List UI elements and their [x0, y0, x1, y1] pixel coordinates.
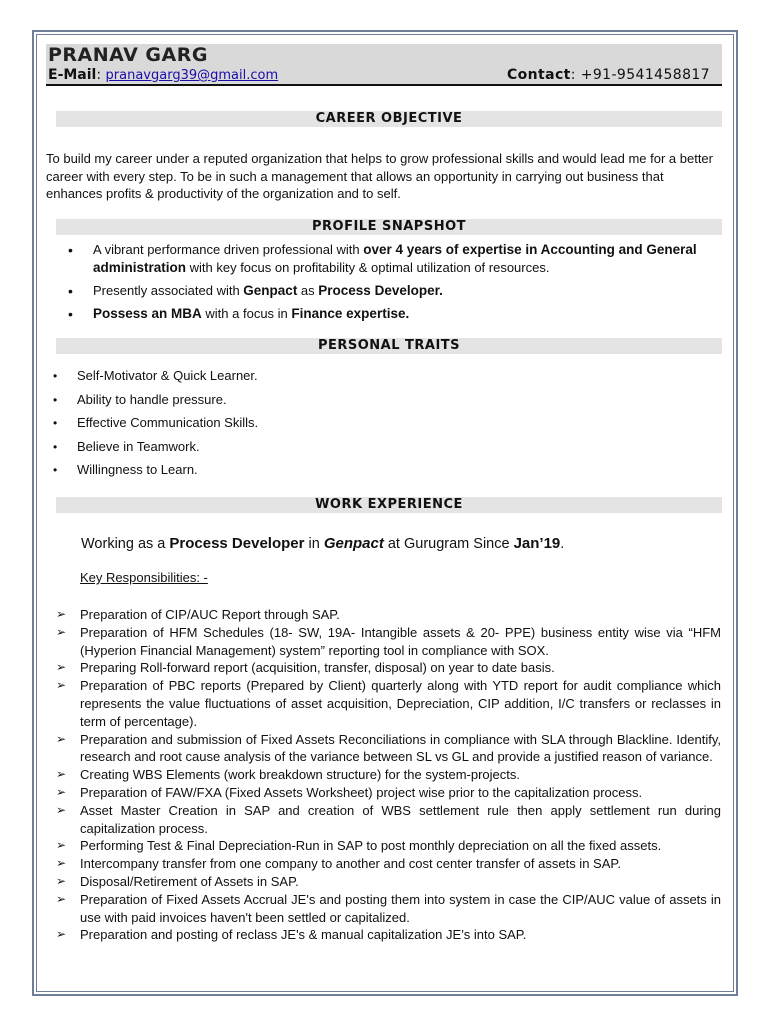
personal-traits-list: [48, 367, 708, 485]
responsibilities-list: [56, 606, 721, 944]
section-heading-personal-traits: PERSONAL TRAITS: [56, 338, 722, 354]
responsibility-item: ➢ Preparation of Fixed Assets Accrual JE's and posting them into system in case the CIP/AUC value of assets in use with paid invoices haven't been settled or capitalized.: [56, 891, 721, 927]
key-responsibilities-label: Key Responsibilities: -: [80, 570, 208, 585]
responsibility-item: ➢ Preparation of FAW/FXA (Fixed Assets Worksheet) project wise prior to the capitalization process.: [56, 784, 721, 802]
section-heading-career-objective: CAREER OBJECTIVE: [56, 111, 722, 127]
responsibility-item: ➢ Preparing Roll-forward report (acquisition, transfer, disposal) on year to date basis.: [56, 659, 721, 677]
candidate-name: PRANAV GARG: [48, 44, 208, 66]
company-name: Genpact: [323, 535, 384, 552]
responsibility-item: ➢ Preparation of HFM Schedules (18- SW, 19A- Intangible assets & 20- PPE) business entity wise via “HFM (Hyperion Financial Management) system” reporting tool in compliance with SOX.: [56, 624, 721, 660]
email-link[interactable]: pranavgarg39@gmail.com: [105, 68, 279, 83]
section-heading-work-experience: WORK EXPERIENCE: [56, 497, 722, 513]
current-position: Working as a Process Developer in Genpact at Gurugram Since Jan’19.: [81, 535, 565, 552]
snapshot-item: • Presently associated with Genpact as Process Developer.: [60, 282, 720, 300]
trait-item: • Believe in Teamwork.: [48, 438, 708, 462]
snapshot-item: • A vibrant performance driven professional with over 4 years of expertise in Accounting and General administration with key focus on profitability & optimal utilization of resources.: [60, 241, 720, 277]
responsibility-item: ➢ Intercompany transfer from one company to another and cost center transfer of assets in SAP.: [56, 855, 721, 873]
start-date: Jan’19: [513, 535, 561, 552]
responsibility-item: ➢ Disposal/Retirement of Assets in SAP.: [56, 873, 721, 891]
job-role: Process Developer: [169, 535, 305, 552]
trait-item: • Ability to handle pressure.: [48, 391, 708, 415]
responsibility-item: ➢ Preparation and submission of Fixed Assets Reconciliations in compliance with SLA through Blackline. Identify, research and root cause analysis of the variance between SL vs GL and provide a justified reason of variance.: [56, 731, 721, 767]
responsibility-item: ➢ Preparation of CIP/AUC Report through SAP.: [56, 606, 721, 624]
trait-item: • Willingness to Learn.: [48, 461, 708, 485]
responsibility-item: ➢ Creating WBS Elements (work breakdown structure) for the system-projects.: [56, 766, 721, 784]
trait-item: • Self-Motivator & Quick Learner.: [48, 367, 708, 391]
responsibility-item: ➢ Asset Master Creation in SAP and creation of WBS settlement rule then apply settlement run during capitalization process.: [56, 802, 721, 838]
responsibility-item: ➢ Performing Test & Final Depreciation-Run in SAP to post monthly depreciation on all the fixed assets.: [56, 837, 721, 855]
email-line: E-Mail: pranavgarg39@gmail.com: [48, 67, 279, 83]
trait-item: • Effective Communication Skills.: [48, 414, 708, 438]
snapshot-item: • Possess an MBA with a focus in Finance expertise.: [60, 305, 720, 323]
profile-snapshot-list: [60, 241, 720, 328]
contact-label: Contact: [506, 67, 571, 83]
responsibility-item: ➢ Preparation of PBC reports (Prepared by Client) quarterly along with YTD report for audit compliance which represents the value fluctuations of asset acquisition, Depreciation, CIP addition, I/C transfers or reclasses in term of percentage).: [56, 677, 721, 730]
resume-header: [46, 44, 722, 86]
email-label: E-Mail: [48, 67, 97, 83]
responsibility-item: ➢ Preparation and posting of reclass JE's & manual capitalization JE’s into SAP.: [56, 926, 721, 944]
career-objective-text: To build my career under a reputed organization that helps to grow professional skills and would lead me for a better career with every step. To be in such a management that allows an opportunity in carrying out business that enhances profits & productivity of the organization and to self.: [46, 151, 713, 201]
section-heading-profile-snapshot: PROFILE SNAPSHOT: [56, 219, 722, 235]
contact-number: +91-9541458817: [580, 67, 710, 83]
contact-line: Contact: +91-9541458817: [506, 67, 710, 83]
